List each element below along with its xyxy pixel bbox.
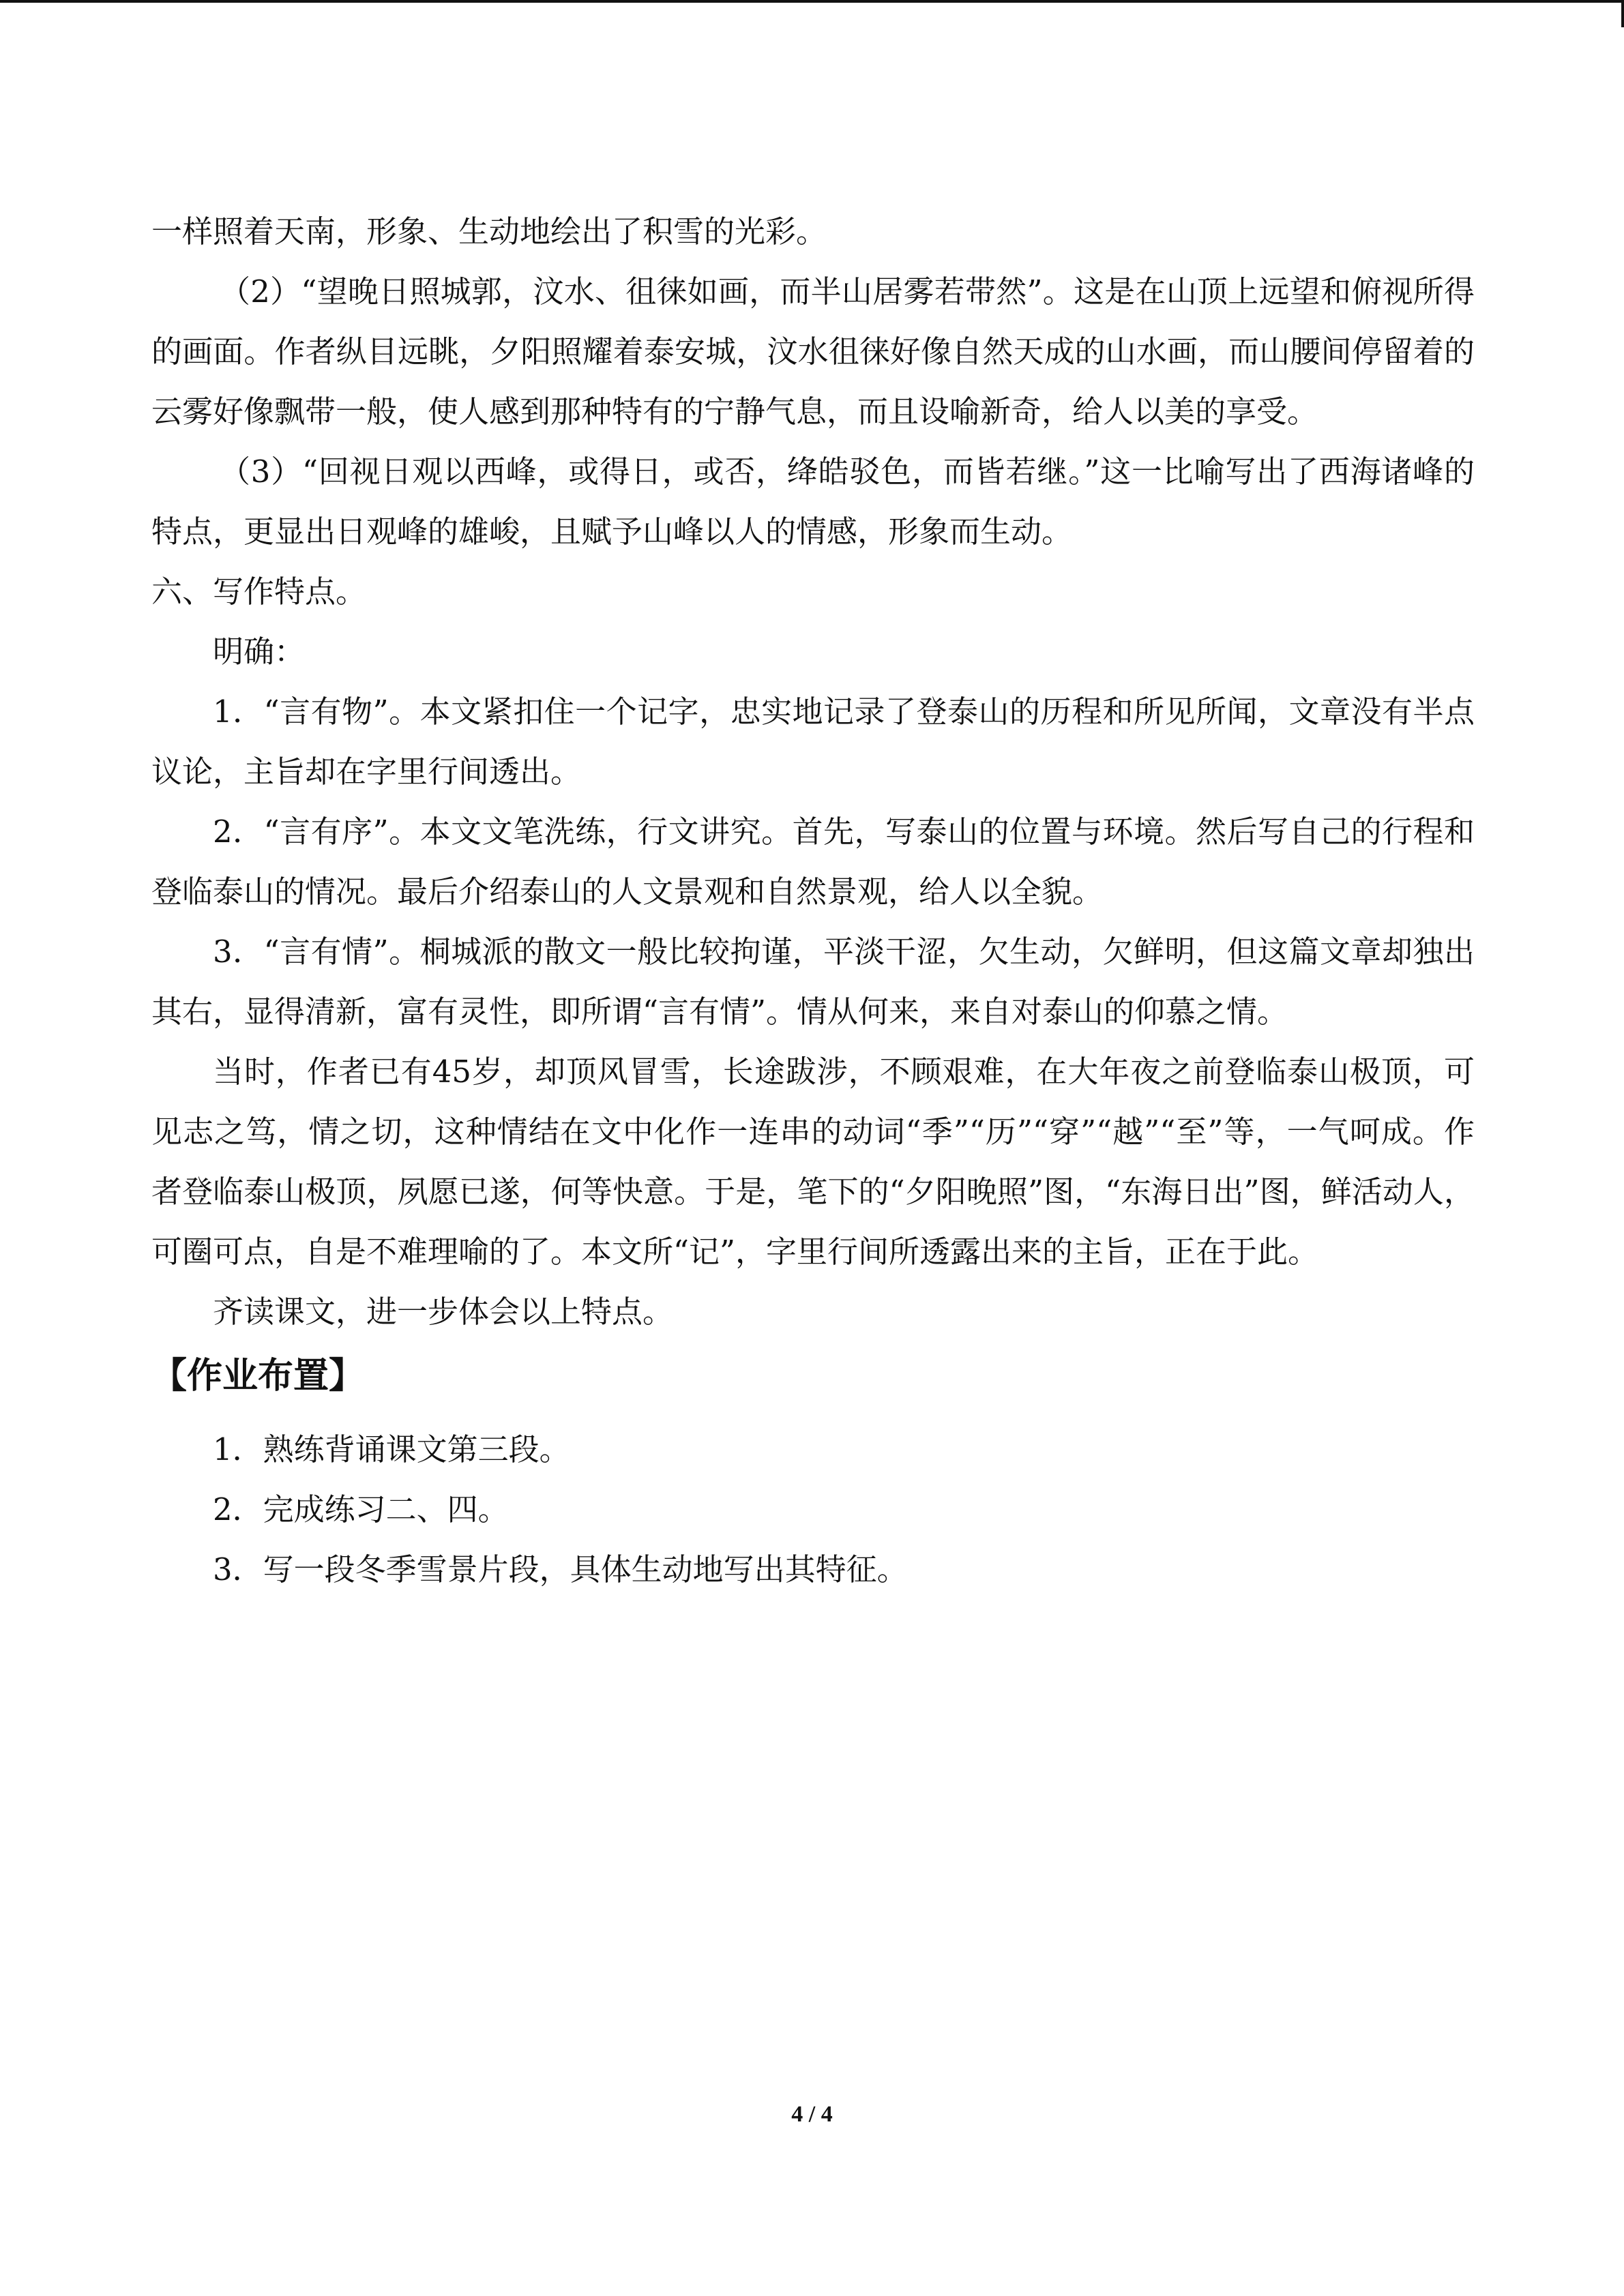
paragraph-author-context: 当时，作者已有45岁，却顶风冒雪，长途跋涉，不顾艰难，在大年夜之前登临泰山极顶，可见志之笃，情之切，这种情结在文中化作一连串的动词“季”“历”“穿”“越”“至”等，一气呵成。作者登临泰山极顶，夙愿已遂，何等快意。于是，笔下的“夕阳晚照”图，“东海日出”图，鲜活动人，可圈可点，自是不难理喻的了。本文所“记”，字里行间所透露出来的主旨，正在于此。 (151, 1054, 1475, 1270)
paragraph-feature-3: 3．“言有情”。桐城派的散文一般比较拘谨，平淡干涩，欠生动，欠鲜明，但这篇文章却独出其右，显得清新，富有灵性，即所谓“言有情”。情从何来，来自对泰山的仰慕之情。 (151, 934, 1475, 1030)
paragraph-clarify: 明确： (213, 633, 306, 670)
page-number: 4 / 4 (791, 2102, 833, 2127)
paragraph-feature-1: 1．“言有物”。本文紧扣住一个记字，忠实地记录了登泰山的历程和所见所闻，文章没有半点议论，主旨却在字里行间透出。 (151, 694, 1475, 790)
homework-item: 3．写一段冬季雪景片段，具体生动地写出其特征。 (213, 1551, 908, 1587)
top-border-line (0, 0, 1624, 3)
paragraph-feature-2: 2．“言有序”。本文文笔洗练，行文讲究。首先，写泰山的位置与环境。然后写自己的行程和登临泰山的情况。最后介绍泰山的人文景观和自然景观，给人以全貌。 (151, 814, 1475, 910)
homework-heading: 【作业布置】 (151, 1356, 365, 1397)
paragraph-read-aloud: 齐读课文，进一步体会以上特点。 (213, 1294, 674, 1330)
paragraph-analysis-3: （3）“回视日观以西峰，或得日，或否，绛皓驳色，而皆若继。”这一比喻写出了西海诸峰的特点，更显出日观峰的雄峻，且赋予山峰以人的情感，形象而生动。 (151, 453, 1475, 550)
homework-item: 2．完成练习二、四。 (213, 1491, 509, 1527)
paragraph-continuation: 一样照着天南，形象、生动地绘出了积雪的光彩。 (151, 213, 827, 250)
section-heading-writing-features: 六、写作特点。 (151, 573, 367, 610)
paragraph-analysis-2: （2）“望晚日照城郭，汶水、徂徕如画，而半山居雾若带然”。这是在山顶上远望和俯视所得的画面。作者纵目远眺，夕阳照耀着泰安城，汶水徂徕好像自然天成的山水画，而山腰间停留着的云雾好像飘带一般，使人感到那种特有的宁静气息，而且设喻新奇，给人以美的享受。 (151, 273, 1475, 430)
corner-border-line (1621, 0, 1624, 27)
page-content (151, 202, 1475, 1600)
homework-item: 1．熟练背诵课文第三段。 (213, 1431, 570, 1467)
